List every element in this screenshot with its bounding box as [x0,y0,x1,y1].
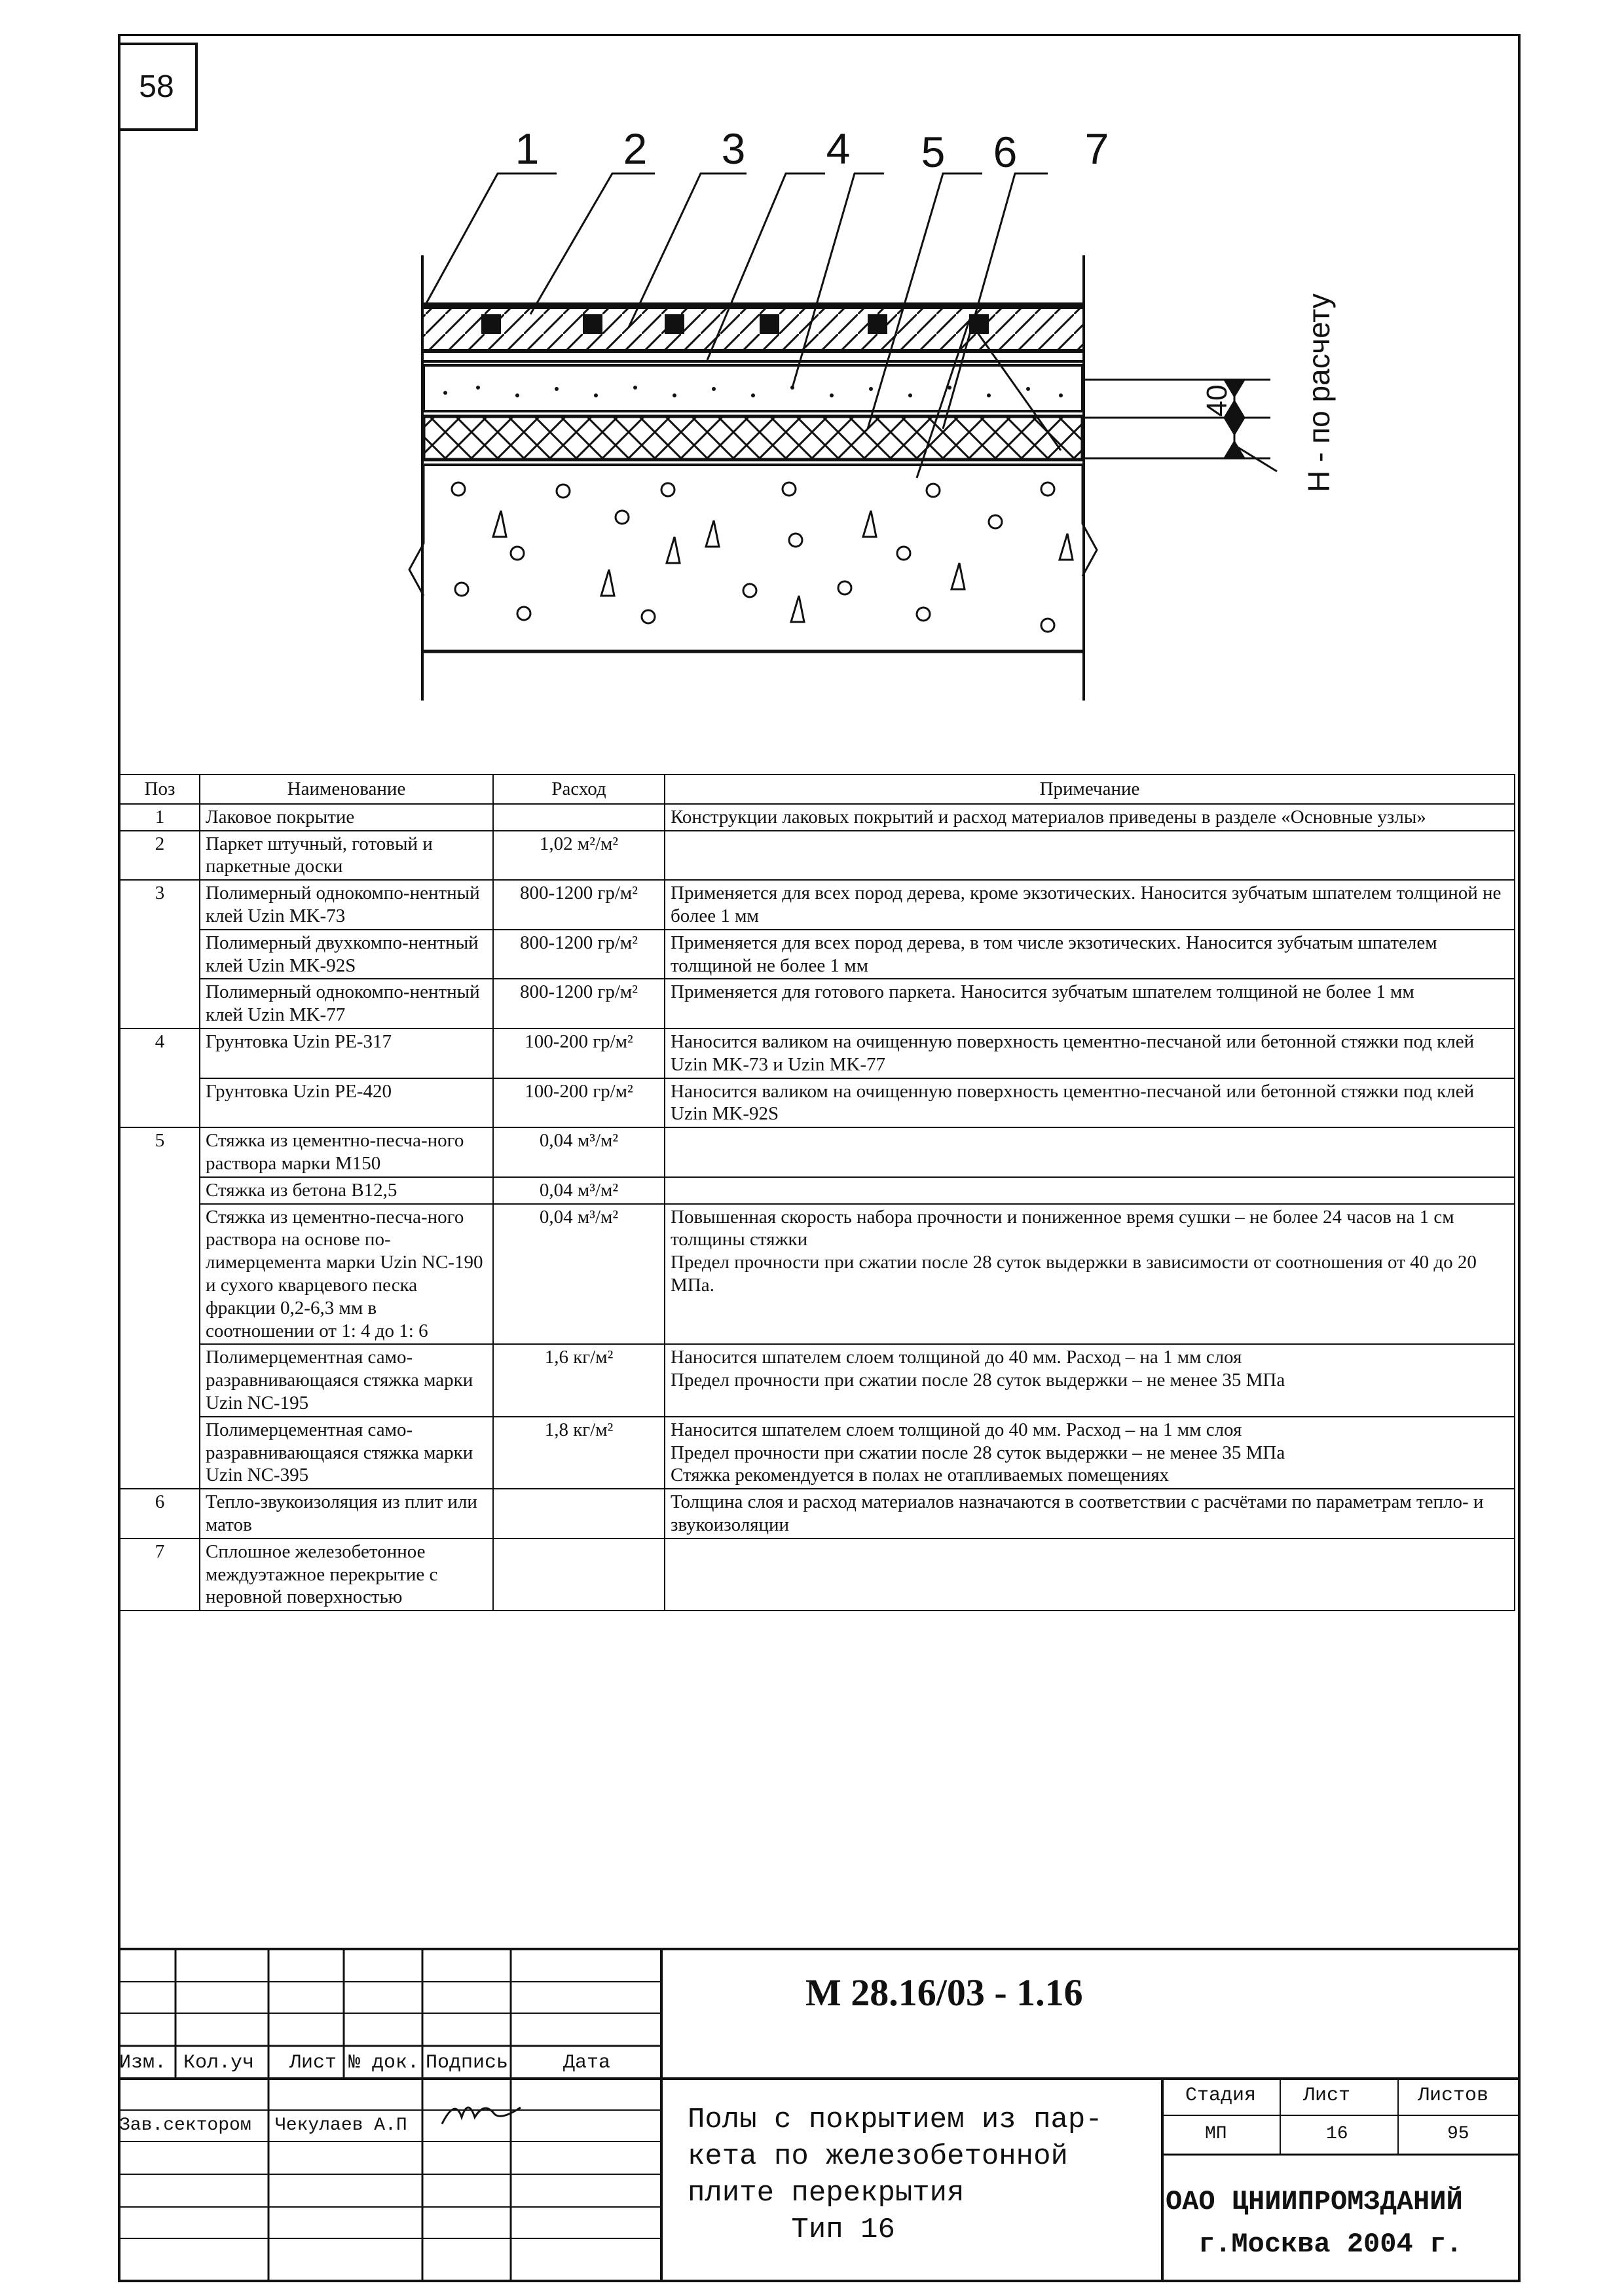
label-doc-no: № док. [348,2052,420,2074]
cell-name: Стяжка из цементно-песча-ного раствора на основе по-лимерцемента марки Uzin NC-190 и сухого кварцевого песка фракции 0,2-6,3 мм в соотношении от 1: 4 до 1: 6 [200,1204,493,1345]
dimension-h: H - по расчету [1302,293,1336,492]
header-pos: Поз [120,774,200,804]
table-row [120,1417,1515,1489]
cell-pos [120,1078,200,1128]
cell-rate: 0,04 м³/м² [493,1177,665,1204]
cell-note: Повышенная скорость набора прочности и пониженное время сушки – не более 24 часов на 1 см толщины стяжки Предел прочности при сжатии после 28 суток выдержки в зависимости от соотношения от 40 до 20 МПа. [665,1204,1515,1345]
table-row [120,1489,1515,1539]
drawing-title: Полы с покрытием из пар- кета по железобетонной плите перекрытия Тип 16 [688,2104,1103,2246]
cell-rate: 0,04 м³/м² [493,1127,665,1177]
role-label: Зав.сектором [119,2115,251,2136]
cell-note: Наносится шпателем слоем толщиной до 40 мм. Расход – на 1 мм слоя Предел прочности при сжатии после 28 суток выдержки – не менее 35 МПа Стяжка рекомендуется в полах не отапливаемых помещениях [665,1417,1515,1489]
cell-rate: 800-1200 гр/м² [493,880,665,930]
document-code: М 28.16/03 - 1.16 [805,1971,1083,2014]
sheets-label: Листов [1418,2085,1489,2107]
cell-name: Грунтовка Uzin PE-317 [200,1029,493,1078]
cell-rate: 100-200 гр/м² [493,1078,665,1128]
table-row [120,880,1515,930]
table-row [120,979,1515,1029]
cell-pos: 6 [120,1489,200,1539]
cell-pos [120,1177,200,1204]
city-year: г.Москва 2004 г. [1198,2229,1463,2260]
cell-rate [493,804,665,831]
cell-rate: 100-200 гр/м² [493,1029,665,1078]
sheets-value: 95 [1447,2124,1469,2144]
cell-note: Применяется для всех пород дерева, кроме экзотических. Наносится зубчатым шпателем толщиной не более 1 мм [665,880,1515,930]
cell-rate [493,1539,665,1611]
cell-pos: 5 [120,1127,200,1177]
organization: ОАО ЦНИИПРОМЗДАНИЙ [1166,2186,1463,2217]
cell-pos [120,1417,200,1489]
table-row [120,1204,1515,1345]
table-row [120,930,1515,979]
cell-pos [120,1204,200,1345]
cell-note [665,1127,1515,1177]
callout-4: 4 [826,124,851,173]
callout-2: 2 [623,124,648,173]
cell-note: Наносится валиком на очищенную поверхность цементно-песчаной или бетонной стяжки под клей Uzin MK-92S [665,1078,1515,1128]
header-note: Примечание [665,774,1515,804]
table-row [120,1029,1515,1078]
cell-pos: 4 [120,1029,200,1078]
cell-rate: 1,6 кг/м² [493,1344,665,1416]
cell-note: Наносится шпателем слоем толщиной до 40 мм. Расход – на 1 мм слоя Предел прочности при сжатии после 28 суток выдержки – не менее 35 МПа [665,1344,1515,1416]
label-signature: Подпись [426,2052,509,2074]
cell-pos: 1 [120,804,200,831]
label-date: Дата [563,2052,611,2074]
cell-note [665,1177,1515,1204]
cell-rate: 800-1200 гр/м² [493,930,665,979]
cell-pos [120,930,200,979]
cell-rate: 800-1200 гр/м² [493,979,665,1029]
cell-name: Стяжка из цементно-песча-ного раствора марки M150 [200,1127,493,1177]
cell-name: Стяжка из бетона B12,5 [200,1177,493,1204]
callout-7: 7 [1084,124,1109,173]
person-name: Чекулаев А.П [275,2115,407,2136]
sheet-number: 58 [118,43,198,131]
cell-pos [120,979,200,1029]
table-row [120,1177,1515,1204]
table-row [120,1127,1515,1177]
cell-name: Полимерцементная само-разравнивающаяся стяжка марки Uzin NC-395 [200,1417,493,1489]
layer-varnish [424,302,1082,309]
stage-value: МП [1205,2124,1227,2144]
label-list: Лист [289,2052,337,2074]
floor-section-drawing [367,118,1414,727]
cell-name: Тепло-звукоизоляция из плит или матов [200,1489,493,1539]
cell-note [665,831,1515,881]
table-row [120,1344,1515,1416]
cell-note: Конструкции лаковых покрытий и расход материалов приведены в разделе «Основные узлы» [665,804,1515,831]
cell-rate [493,1489,665,1539]
label-izm: Изм. [119,2052,167,2074]
layer-concrete-slab [409,465,1097,651]
cell-name: Полимерный однокомпо-нентный клей Uzin MK-73 [200,880,493,930]
label-kol-uch: Кол.уч [183,2052,255,2074]
table-row [120,831,1515,881]
header-name: Наименование [200,774,493,804]
cell-name: Полимерцементная само-разравнивающаяся стяжка марки Uzin NC-195 [200,1344,493,1416]
cell-rate: 1,8 кг/м² [493,1417,665,1489]
cell-name: Паркет штучный, готовый и паркетные доски [200,831,493,881]
cell-note: Применяется для готового паркета. Наносится зубчатым шпателем толщиной не более 1 мм [665,979,1515,1029]
table-header-row [120,774,1515,804]
cell-note: Применяется для всех пород дерева, в том числе экзотических. Наносится зубчатым шпателем толщиной не более 1 мм [665,930,1515,979]
cell-rate: 0,04 м³/м² [493,1204,665,1345]
sheet-value: 16 [1326,2124,1348,2144]
cell-name: Лаковое покрытие [200,804,493,831]
layer-insulation [424,416,1082,460]
callout-5: 5 [921,128,946,176]
cell-pos: 3 [120,880,200,930]
cell-name: Полимерный однокомпо-нентный клей Uzin MK-77 [200,979,493,1029]
sheet-label: Лист [1303,2085,1351,2107]
cell-name: Грунтовка Uzin PE-420 [200,1078,493,1128]
cell-name: Сплошное железобетонное междуэтажное перекрытие с неровной поверхностью [200,1539,493,1611]
stage-label: Стадия [1185,2085,1257,2107]
materials-table [119,774,1515,1611]
cell-note [665,1539,1515,1611]
cell-pos: 2 [120,831,200,881]
callout-1: 1 [515,124,540,173]
cell-pos [120,1344,200,1416]
cell-pos: 7 [120,1539,200,1611]
callout-3: 3 [721,124,746,173]
callout-6: 6 [993,128,1018,176]
cell-name: Полимерный двухкомпо-нентный клей Uzin MK-92S [200,930,493,979]
cell-note: Наносится валиком на очищенную поверхность цементно-песчаной или бетонной стяжки под клей Uzin MK-73 и Uzin MK-77 [665,1029,1515,1078]
header-rate: Расход [493,774,665,804]
cell-rate: 1,02 м²/м² [493,831,665,881]
layer-screed [424,365,1082,411]
table-row [120,804,1515,831]
table-row [120,1078,1515,1128]
dimension-40: 40 [1201,384,1233,417]
cell-note: Толщина слоя и расход материалов назначаются в соответствии с расчётами по параметрам тепло- и звукоизоляции [665,1489,1515,1539]
table-row [120,1539,1515,1611]
